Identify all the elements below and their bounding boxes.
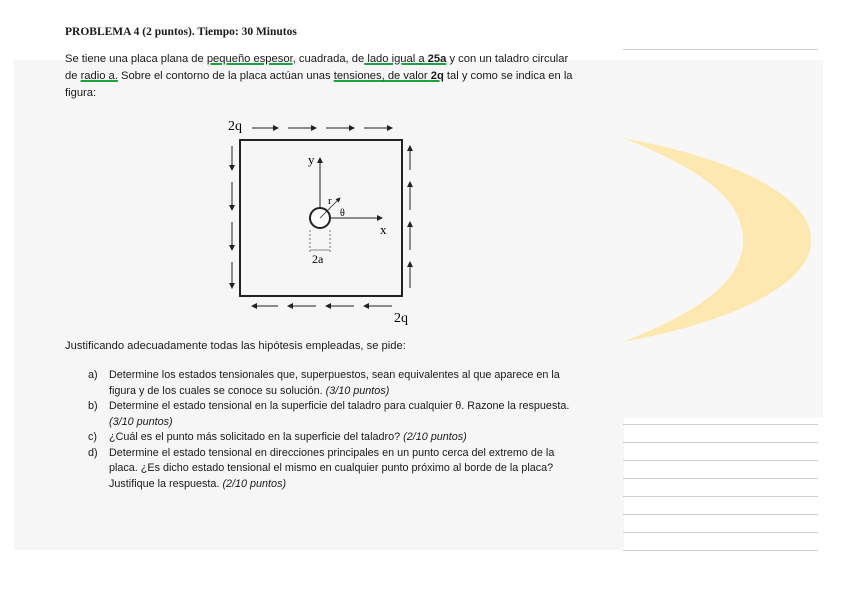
problem-title: PROBLEMA 4 (2 puntos). Tiempo: 30 Minutos: [65, 26, 297, 38]
statement-highlight: radio a.: [80, 70, 118, 82]
label-2a: 2a: [312, 252, 324, 266]
divider-line: [623, 496, 818, 497]
divider-line: [623, 460, 818, 461]
divider-line: [623, 424, 818, 425]
question-body: ¿Cuál es el punto más solicitado en la superficie del taladro?: [109, 431, 404, 443]
statement-text: , cuadrada, de: [292, 53, 365, 65]
statement-text: lado igual a: [364, 53, 428, 65]
statement-text: Se tiene una placa plana de: [65, 53, 207, 65]
question-points: (2/10 puntos): [403, 431, 467, 443]
question-points: (3/10 puntos): [325, 384, 390, 397]
divider-line: [623, 49, 818, 50]
divider-line: [623, 514, 818, 515]
question-text: [109, 368, 578, 399]
label-r: r: [328, 195, 332, 207]
question-label: a): [88, 369, 98, 381]
label-y: y: [308, 152, 315, 167]
divider-line: [623, 442, 818, 443]
question-points: (3/10 puntos): [109, 415, 173, 428]
label-2q-top: 2q: [228, 119, 242, 134]
statement-text: tensiones, de valor: [333, 70, 431, 82]
question-text: [109, 399, 578, 430]
statement-highlight: pequeño espesor: [206, 53, 293, 65]
label-2q-bottom: 2q: [394, 311, 408, 325]
label-x: x: [380, 222, 387, 237]
divider-line: [623, 478, 818, 479]
question-text: [109, 446, 578, 493]
question-item: [88, 446, 578, 493]
question-label: c): [88, 431, 97, 443]
question-body: Determine el estado tensional en la superficie del taladro para cualquier θ. Razone la respuesta.: [109, 400, 570, 412]
statement-highlight: [334, 70, 444, 82]
question-item: [88, 368, 578, 399]
question-body: Determine el estado tensional en direcciones principales en un punto cerca del extremo de la placa. ¿Es dicho estado tensional el mismo en cualquier punto próximo al borde de la placa? Justifique la respuesta.: [109, 446, 555, 490]
statement-text: y con un taladro circular de: [65, 53, 569, 82]
divider-line: [623, 532, 818, 533]
statement-highlight: [364, 53, 446, 65]
plate-figure: [222, 110, 432, 325]
question-text: [109, 430, 578, 446]
question-label: d): [88, 446, 98, 459]
divider-line: [623, 550, 818, 551]
question-label: b): [88, 400, 98, 412]
statement-bold: 25a: [427, 53, 447, 65]
question-item: [88, 430, 578, 446]
problem-statement: [65, 51, 580, 102]
crescent-decoration: [623, 130, 813, 350]
question-points: (2/10 puntos): [222, 477, 287, 490]
statement-bold: 2q: [430, 70, 444, 82]
instructions-lead: Justificando adecuadamente todas las hipótesis empleadas, se pide:: [65, 340, 406, 352]
question-body: Determine los estados tensionales que, superpuestos, sean equivalentes al que aparece en la figura y de los cuales se conoce su solución.: [109, 369, 560, 397]
question-item: [88, 399, 578, 430]
statement-text: Sobre el contorno de la placa actúan unas: [117, 70, 334, 82]
label-theta: θ: [340, 208, 345, 219]
question-list: [88, 368, 578, 492]
statement-text: tal y como se indica en la figura:: [65, 70, 573, 99]
